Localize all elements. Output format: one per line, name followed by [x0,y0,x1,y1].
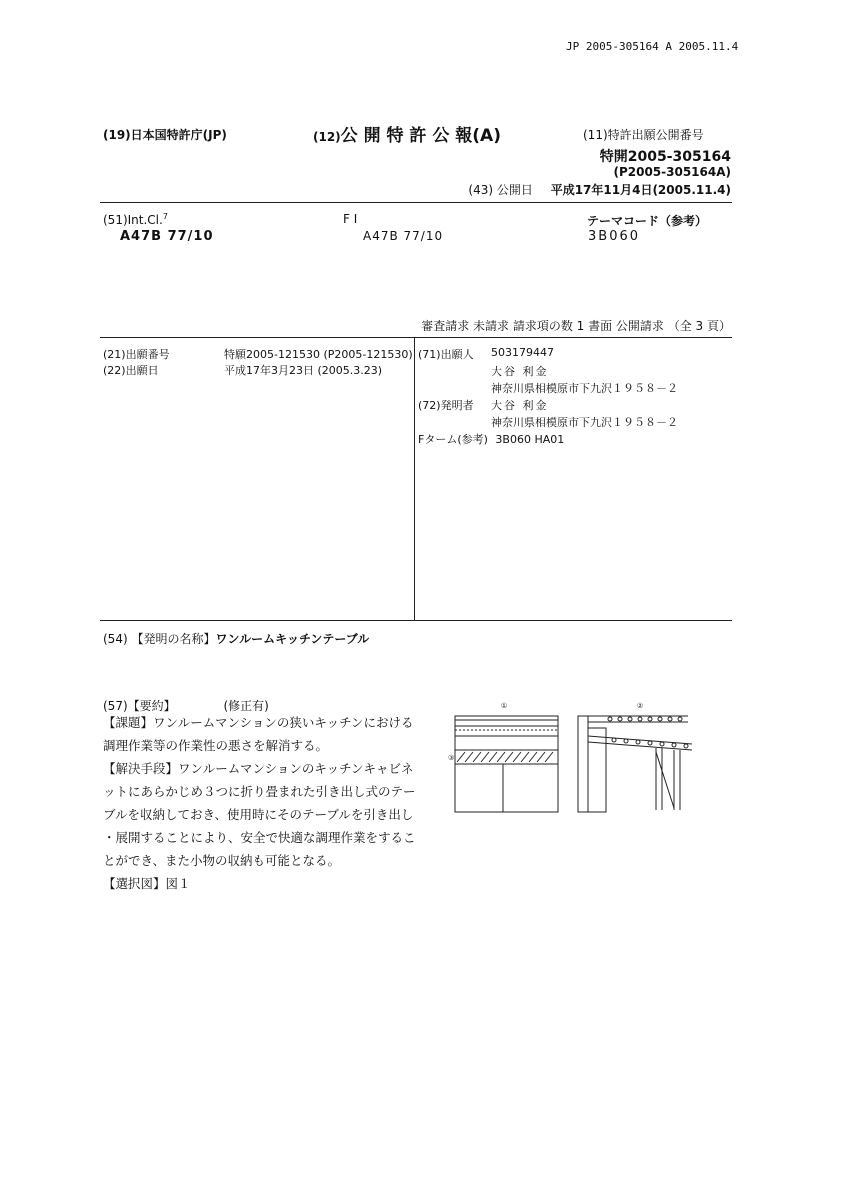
date-label: 公開日 [496,183,533,197]
abstract-body [103,711,416,895]
invention-title [103,630,369,647]
divider [100,202,732,203]
abstract-note: (修正有) [223,699,269,713]
inid-code: (19) [103,128,131,142]
inid-code: (57) [103,699,128,713]
office-name: 日本国特許庁(JP) [130,128,227,142]
field-label: 出願人 [440,348,474,361]
fi-value: A47B 77/10 [363,229,444,243]
inid-code: (72) [418,399,441,412]
divider [100,337,732,338]
document-reference: JP 2005-305164 A 2005.11.4 [566,40,739,53]
application-date-value: 平成17年3月23日 (2005.3.23) [224,364,383,377]
fterm-value: 3B060 HA01 [495,433,565,446]
abstract-line: ットにあらかじめ３つに折り畳まれた引き出し式のテー [103,784,416,799]
inid-code: (51) [103,213,128,227]
publication-number-alt: (P2005-305164A) [613,165,731,179]
int-cl-label [103,212,168,227]
publication-number: 特開2005-305164 [599,149,731,165]
patent-office [103,126,227,143]
fi-label: F I [343,212,358,226]
applicant-label [418,346,474,362]
inid-code: (43) [468,183,494,197]
inventor-label [418,397,474,413]
int-cl-value: A47B 77/10 [120,229,214,244]
inventor-name: 大谷 利金 [491,399,549,412]
label-text: Int.Cl. [127,213,163,227]
edition-sup: 7 [162,212,168,221]
field-label: Fターム(参考) [418,433,488,446]
kitchen-table-drawing [448,698,710,818]
selected-figure [448,698,710,818]
abstract-line: 【課題】ワンルームマンションの狭いキッチンにおける [103,715,414,730]
field-label: 出願番号 [125,348,170,361]
inid-code: (22) [103,364,126,377]
inventor-address: 神奈川県相模原市下九沢１９５８－２ [491,416,678,429]
field-label: 発明者 [440,399,474,412]
abstract-label: 【要約】 [127,699,176,713]
field-label: 出願日 [125,364,159,377]
inid-code: (54) [103,632,128,646]
abstract-line: 調理作業等の作業性の悪さを解消する。 [103,738,329,753]
abstract-line: とができ、また小物の収納も可能となる。 [103,853,341,868]
applicant-id: 503179447 [491,346,554,359]
figure-label-2: ② [636,702,644,710]
publication-date [468,181,731,198]
abstract-line: 【選択図】図１ [103,876,191,891]
divider [100,620,732,621]
theme-code-value: 3B060 [588,229,641,244]
inid-code: (12) [313,130,341,144]
application-number [103,346,170,362]
publication-number-label [583,126,704,143]
figure-label-3: ③ [448,754,455,762]
kind-title: 公 開 特 許 公 報(A) [340,126,501,146]
column-divider [414,337,415,620]
title-label: 【発明の名称】 [131,632,216,646]
theme-code-label: テーマコード（参考） [587,214,708,228]
abstract-line: 【解決手段】ワンルームマンションのキッチンキャビネ [103,761,414,776]
inid-code: (21) [103,348,126,361]
fterm [418,431,564,447]
examination-status: 審査請求 未請求 請求項の数 1 書面 公開請求 （全 3 頁） [421,319,731,333]
inid-code: (71) [418,348,441,361]
publication-kind [313,121,501,146]
label-text: 特許出願公開番号 [607,128,704,142]
applicant-address: 神奈川県相模原市下九沢１９５８－２ [491,382,678,395]
application-date [103,362,159,378]
applicant-name: 大谷 利金 [491,365,549,378]
application-number-value: 特願2005-121530 (P2005-121530) [224,348,413,361]
inid-code: (11) [583,128,608,142]
abstract-line: ・展開することにより、安全で快適な調理作業をするこ [103,830,416,845]
abstract-line: ブルを収納しておき、使用時にそのテーブルを引き出し [103,807,414,822]
date-value: 平成17年11月4日(2005.11.4) [550,183,731,197]
figure-label-1: ① [500,702,508,710]
title-value: ワンルームキッチンテーブル [215,632,370,646]
